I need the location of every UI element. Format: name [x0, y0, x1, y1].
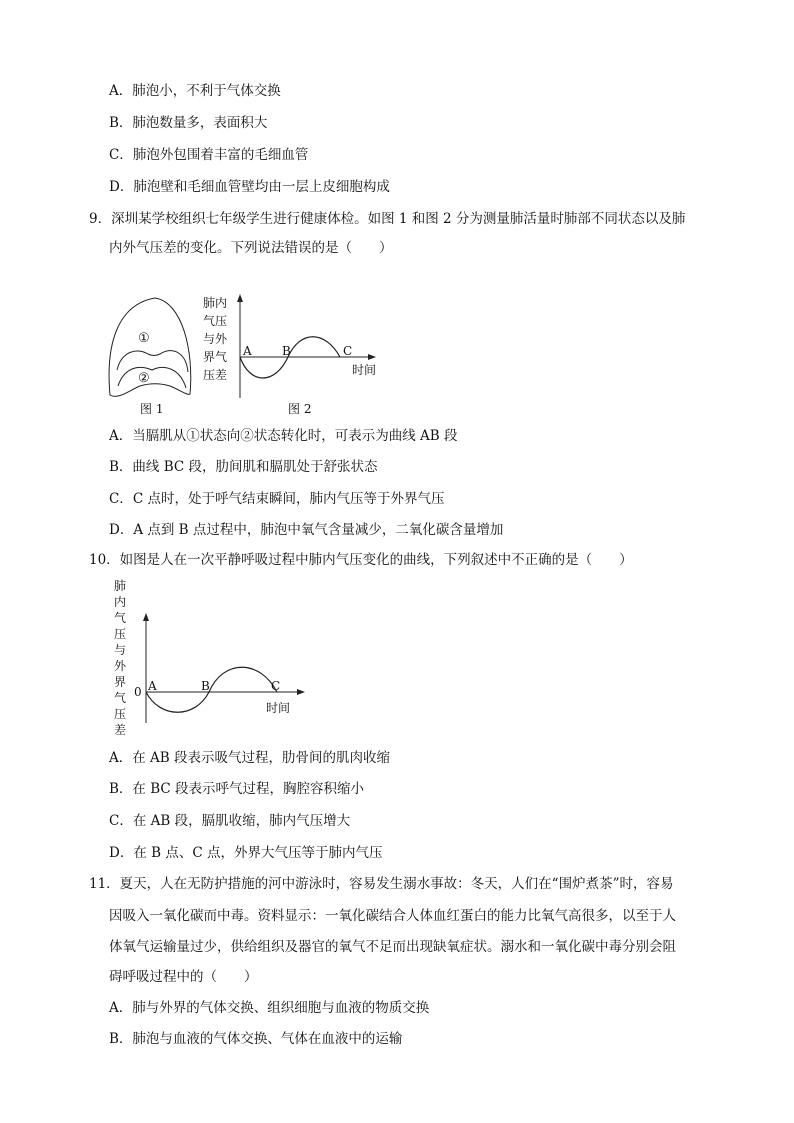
q9-fig1-label-2: ② [138, 371, 150, 386]
q10-y-arrow [143, 613, 149, 621]
q10-ylabel-1: 内 [114, 595, 127, 609]
q9-fig2-point-a: A [243, 344, 252, 358]
q10-ylabel-5: 外 [114, 659, 127, 673]
q10-xlabel: 时间 [266, 701, 291, 715]
q9-fig2-x-arrow [368, 354, 376, 360]
q8-option-b: B．肺泡数量多，表面积大 [109, 115, 268, 131]
q11-stem-line2: 因吸入一氧化碳而中毒。资料显示：一氧化碳结合人体血红蛋白的能力比氧气高很多，以至于人 [109, 908, 676, 924]
q10-ylabel-8: 压 [114, 707, 127, 721]
q9-fig2-xlabel: 时间 [352, 363, 377, 377]
q9-fig2-ylabel-2: 与外 [203, 332, 228, 346]
q11-stem-line3: 体氧气运输量过少，供给组织及器官的氧气不足而出现缺氧症状。溺水和一氧化碳中毒分别会阻 [109, 939, 676, 955]
q9-fig2-point-b: B [282, 344, 291, 358]
q9-stem-line1: 9．深圳某学校组织七年级学生进行健康体检。如图 1 和图 2 分为测量肺活量时肺部不同状态以及肺 [89, 211, 686, 227]
q10-curve [146, 667, 277, 712]
q9-fig2-ylabel-4: 压差 [203, 368, 228, 382]
q9-stem-line2: 内外气压差的变化。下列说法错误的是（ ） [109, 240, 393, 256]
q9-figure-1 [100, 290, 200, 420]
q9-fig2-ylabel-0: 肺内 [203, 296, 228, 310]
q9-fig2-caption: 图 2 [288, 402, 312, 416]
q10-option-d: D．在 B 点、C 点，外界大气压等于肺内气压 [109, 845, 383, 861]
q10-ylabel-4: 与 [114, 643, 127, 657]
q10-option-b: B．在 BC 段表示呼气过程，胸腔容积缩小 [109, 781, 365, 797]
q10-point-b: B [201, 679, 210, 693]
q9-fig1-diaphragm-2 [118, 367, 186, 388]
q10-ylabel-7: 气 [114, 691, 127, 705]
q10-point-a: A [148, 679, 157, 693]
q9-fig2-point-c: C [343, 344, 353, 358]
q9-option-b: B．曲线 BC 段，肋间肌和膈肌处于舒张状态 [109, 459, 378, 475]
q9-fig1-label-1: ① [138, 331, 150, 346]
q10-x-arrow [297, 689, 305, 695]
q10-ylabel-3: 压 [114, 627, 127, 641]
q9-option-a: A．当膈肌从①状态向②状态转化时，可表示为曲线 AB 段 [109, 428, 458, 444]
q9-fig1-chest-outline [109, 298, 191, 396]
q9-fig2-y-arrow [237, 294, 243, 302]
q10-option-a: A．在 AB 段表示吸气过程，肋骨间的肌肉收缩 [109, 750, 391, 766]
q11-option-a: A．肺与外界的气体交换、组织细胞与血液的物质交换 [109, 1000, 430, 1016]
q10-graph [105, 575, 315, 745]
q9-fig2-ylabel-3: 界气 [203, 350, 228, 364]
q9-option-d: D．A 点到 B 点过程中，肺泡中氧气含量减少，二氧化碳含量增加 [109, 522, 504, 538]
q9-figure-2 [200, 290, 400, 420]
q9-fig1-diaphragm-1 [117, 351, 188, 372]
q9-fig2-ylabel-1: 气压 [203, 314, 228, 328]
q11-stem-line4: 碍呼吸过程中的（ ） [109, 969, 258, 985]
q9-option-c: C．C 点时，处于呼气结束瞬间，肺内气压等于外界气压 [109, 491, 445, 507]
q8-option-a: A．肺泡小，不利于气体交换 [109, 83, 281, 99]
q10-ylabel-9: 差 [114, 723, 127, 737]
q9-fig1-caption: 图 1 [140, 402, 164, 416]
q8-option-c: C．肺泡外包围着丰富的毛细血管 [109, 147, 309, 163]
q10-ylabel-0: 肺 [114, 579, 127, 593]
q10-ylabel-2: 气 [114, 611, 127, 625]
q11-option-b: B．肺泡与血液的气体交换、气体在血液中的运输 [109, 1031, 403, 1047]
q10-stem: 10．如图是人在一次平静呼吸过程中肺内气压变化的曲线，下列叙述中不正确的是（ ） [89, 552, 633, 568]
q10-zero: 0 [134, 685, 142, 699]
q8-option-d: D．肺泡壁和毛细血管壁均由一层上皮细胞构成 [109, 179, 390, 195]
q10-point-c: C [271, 679, 281, 693]
q10-ylabel-6: 界 [114, 675, 127, 689]
q10-option-c: C．在 AB 段，膈肌收缩，肺内气压增大 [109, 813, 351, 829]
q11-stem-line1: 11．夏天，人在无防护措施的河中游泳时，容易发生溺水事故：冬天，人们在“围炉煮茶”时，容易 [89, 876, 674, 892]
